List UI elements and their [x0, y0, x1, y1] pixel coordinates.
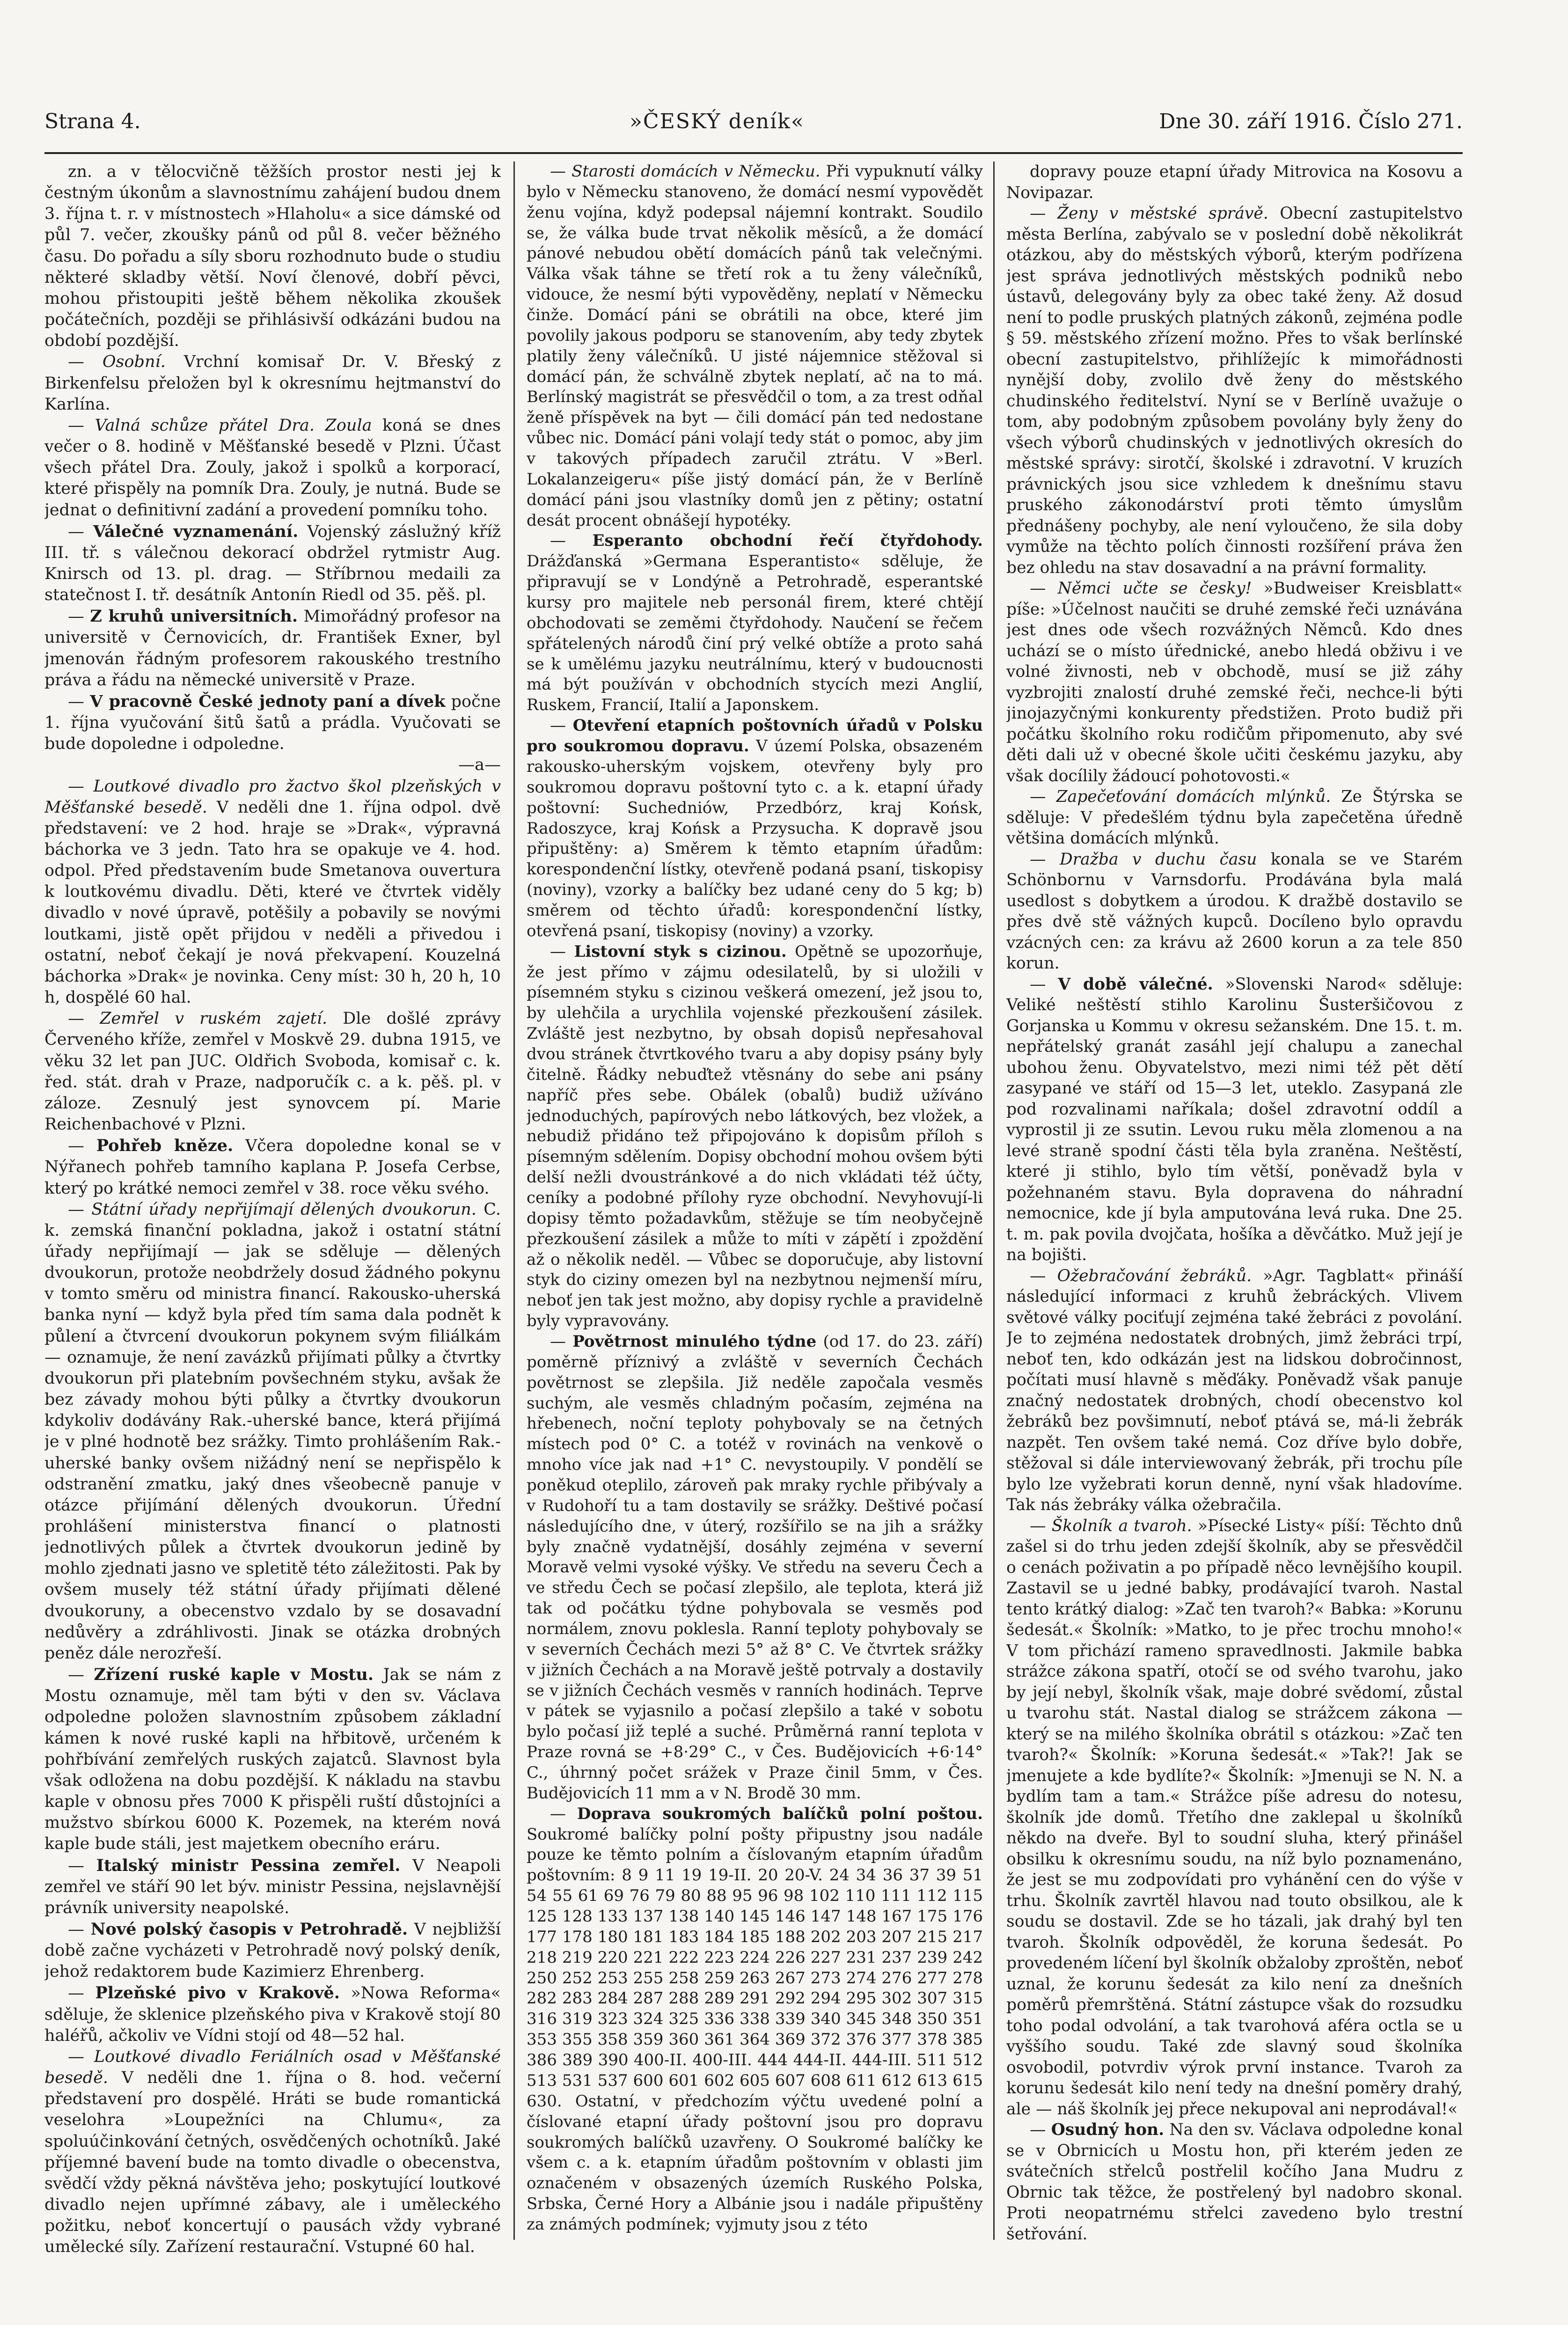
- article-text: V nejbližší době začne vycházeti v Petrohradě nový polský deník, jehož redaktorem bude Kazimierz Ehrenberg.: [44, 1920, 501, 1981]
- article-headline: Státní úřady nepřijímají dělených dvoukorun.: [91, 1200, 476, 1219]
- page-header: [44, 103, 1463, 140]
- article-paragraph: — Dražba v duchu času konala se ve Starém Schönbornu v Varnsdorfu. Prodávána byla malá usedlost s dobytkem a úrodou. K dražbě dostavilo se přes dvě stě vážných kupců. Docíleno bylo opravdu vzácných cen: za krávu až 2600 korun a za tele 850 korun.: [1006, 850, 1463, 973]
- article-paragraph: [1006, 161, 1463, 203]
- article-text: konala se ve Starém Schönbornu v Varnsdorfu. Prodávána byla malá usedlost s dobytkem a úrodou. K dražbě dostavilo se přes dvě stě vážných kupců. Docíleno bylo opravdu vzácných cen: za krávu až 2600 korun a za tele 850 korun.: [1006, 850, 1463, 973]
- article-headline: Starosti domácích v Německu.: [572, 162, 821, 181]
- article-text: Opětně se upozorňuje, že jest přímo v zájmu odesilatelů, by si uložili v písemném styku s cizinou veškerá omezení, jež jsou to, by ulehčila a urychlila vojenské přezkoušení zásilek. Zvláště jest nezbytno, by obsah dopisů nepřesahoval dvou stránek čtvrtkového tvaru a aby dopisy psány byly čitelně. Řádky nebuďtež vtěsnány do sebe ani psány napříč přes sebe. Obálek (obalů) budiž užíváno jednoduchých, papírových nebo látkových, bez vložek, a nebudiž přidáno tež připojováno k dopisům příloh s písemným sdělením. Dopisy obchodní mohou ovšem býti delší nežli dvoustránkové a do nich vkládati též účty, ceníky a podobné přílohy ryze obchodní. Nevyhovují-li dopisy těmto požadavkům, stěžuje se tím neobyčejně přezkoušení zásilek a může to míti v zápětí i zpoždění až o několik neděl. — Vůbec se doporučuje, aby listovní styk do ciziny omezen byl na nezbytnou nejmenší míru, neboť jen tak jest možno, aby dopisy rychle a pravidelně byly vypravovány.: [527, 942, 983, 1331]
- article-headline: Němci učte se česky!: [1057, 579, 1252, 598]
- article-paragraph: — Loutkové divadlo Feriálních osad v Měšťanské besedě. V neděli dne 1. října o 8. hod. večerní představení pro dospělé. Hráti se bude romantická veselohra »Loupežníci na Chlumu«, za spoluúčinkování četných, osvědčených ochotníků. Jaké příjemné bavení bude na tomto divadle o obecenstva, svědčí vždy pěkná návštěva jeho; poskytující loutkové divadlo nejen upřímné zábavy, ale i uměleckého požitku, neboť koncertují o pausách vždy vybrané umělecké síly. Zařízení restaurační. Vstupné 60 hal.: [44, 2047, 501, 2257]
- article-headline: V době válečné.: [1058, 975, 1213, 994]
- article-text: »Nowa Reforma« sděluje, že sklenice plzeňského piva v Krakově stojí 80 haléřů, ačkoliv ve Vídni stojí od 48—52 hal.: [44, 1984, 501, 2045]
- article-paragraph: — Starosti domácích v Německu. Při vypuknutí války bylo v Německu stanoveno, že domácí nesmí vypovědět ženu vojína, když podepsal nájemní kontrakt. Soudilo se, že válka bude trvat několik měsíců, a že domácí pánové nebudou obětí domácích pánů tak velečnými. Válka však táhne se třetí rok a tu ženy válečníků, vidouce, že nesmí býti vypověděny, neplatí v Německu činže. Domácí páni se obrátili na obce, které jim povolily jakous podporu se stanovením, aby tedy zbytek platily ženy válečníků. U jisté nájemnice stěžoval si domácí pán, že schválně zbytek neplatí, ač na to má. Berlínský magistrát se přesvědčil o tom, a za trest odňal ženě příspěvek na byt — čili domácí pán ted nedostane vůbec nic. Domácí páni volají tedy stát o pomoc, aby jim v takových případech zaručil ztrátu. V »Berl. Lokalanzeigeru« píše jistý domácí pán, že v Berlíně domácí páni jsou vlastníky domů jen z pětiny; ostatní desát procent obnášejí hypotéky.: [527, 162, 983, 530]
- paper-title: »ČESKÝ deník«: [630, 110, 805, 133]
- article-paragraph: [44, 161, 501, 352]
- article-headline: Zapečeťování domácích mlýnků.: [1056, 787, 1331, 806]
- article-text: V území Polska, obsazeném rakousko-uherským vojskem, otevřeny byly pro soukromou dopravu poštovní tyto c. a k. etapní úřady poštovní: Suchedniów, Przedbórz, kraj Końsk, Radoszyce, kraj Końsk a Przysucha. K dopravě jsou připuštěny: a) Směrem k těmto etapním úřadům: korespondenční lístky, otevřeně podaná psaní, tiskopisy (noviny), vzorky a balíčky bez udané ceny do 5 kg; b) směrem od těchto úřadů: korespondenční lístky, otevřená psaní, tiskopisy (noviny) a vzorky.: [527, 737, 983, 940]
- article-text: Mimořádný profesor na universitě v Černovicích, dr. František Exner, byl jmenován řádným profesorem rakouského trestního práva a řádu na německé universitě v Praze.: [44, 607, 501, 689]
- article-headline: V pracovně České jednoty paní a dívek: [90, 691, 446, 711]
- article-paragraph: — Zapečeťování domácích mlýnků. Ze Štýrska se sděluje: V předešlém týdnu byla zapečetěna úředně většina domácích mlýnků.: [1006, 787, 1463, 848]
- article-text: Vojenský záslužný kříž III. tř. s válečnou dekorací obdržel rytmistr Aug. Knirsch od 13. pl. drag. — Stříbrnou medaili za statečnost I. tř. desátník Antonín Riedl od 35. pěš. pl.: [44, 522, 501, 605]
- article-paragraph: — Ženy v městské správě. Obecní zastupitelstvo města Berlína, zabývalo se v poslední době několikrát otázkou, aby do městských výborů, kterým podřízena jest správa jednotlivých městských podniků nebo ústavů, delegovány byly za obec také ženy. Až dosud není to podle pruských platných zákonů, zejména podle § 59. městského zřízení možno. Přes to však berlínské obecní zastupitelstvo, přihlížejíc k mimořádnosti nynější doby, zvolilo dvě ženy do městského chudinského ředitelství. Nyní se v Berlíně uvažuje o tom, aby podobným způsobem povolány byly ženy do všech výborů chudinských v jednotlivých okresích do městské správy: sirotčí, školské i zdravotní. V kruzích právnických jsou sice vzhledem k dnešnímu stavu pruského zákonodárství proti těmto úmyslům přednášeny pochyby, ale není vyloučeno, že sila doby vymůže na těchto polích činnosti rozšíření práva žen bez ohledu na stav dosavadní a na právní formality.: [1006, 204, 1463, 577]
- article-paragraph: — Doprava soukromých balíčků polní poštou. Soukromé balíčky polní pošty připustny jsou nadále pouze ke těmto polním a číslovaným etapním úřadům poštovním: 8 9 11 19 19-II. 20 20-V. 24 34 36 37 39 51 54 55 61 69 76 79 80 88 95 96 98 102 110 111 112 115 125 128 133 137 138 140 145 146 147 148 167 175 176 177 178 180 181 183 184 185 188 202 203 207 215 217 218 219 220 221 222 223 224 226 227 231 237 239 242 250 252 253 255 258 259 263 267 273 274 276 277 278 282 283 284 287 288 289 291 292 294 295 302 307 315 316 319 323 324 325 336 338 339 340 345 348 350 351 353 355 358 359 360 361 364 369 372 376 377 378 385 386 389 390 400-II. 400-III. 444 444-II. 444-III. 511 512 513 531 537 600 601 602 605 607 608 611 612 613 615 630. Ostatní, v předchozím výčtu uvedené polní a číslované etapní úřady poštovní jsou pro dopravu soukromých balíčků uzavřeny. O Soukromé balíčky ke všem c. a k. etapním úřadům poštovním v oblasti jim označeném v obsazených územích Ruského Polska, Srbska, Černé Hory a Albánie jsou i nadále připuštěny za známých podmínek; vyjmuty jsou z této: [527, 1804, 983, 2234]
- article-paragraph: — Listovní styk s cizinou. Opětně se upozorňuje, že jest přímo v zájmu odesilatelů, by si uložili v písemném styku s cizinou veškerá omezení, jež jsou to, by ulehčila a urychlila vojenské přezkoušení zásilek. Zvláště jest nezbytno, by obsah dopisů nepřesahoval dvou stránek čtvrtkového tvaru a aby dopisy psány byly čitelně. Řádky nebuďtež vtěsnány do sebe ani psány napříč přes sebe. Obálek (obalů) budiž užíváno jednoduchých, papírových nebo látkových, bez vložek, a nebudiž přidáno tež připojováno k dopisům příloh s písemným sdělením. Dopisy obchodní mohou ovšem býti delší nežli dvoustránkové a do nich vkládati též účty, ceníky a podobné přílohy ryze obchodní. Nevyhovují-li dopisy těmto požadavkům, stěžuje se tím neobyčejně přezkoušení zásilek a může to míti v zápětí i zpoždění až o několik neděl. — Vůbec se doporučuje, aby listovní styk do ciziny omezen byl na nezbytnou nejmenší míru, neboť jen tak jest možno, aby dopisy rychle a pravidelně byly vypravovány.: [527, 942, 983, 1331]
- article-text: Na den sv. Václava odpoledne konal se v Obrnicích u Mostu hon, při kterém jeden ze svátečních střelců postřelil kočího Jana Mudru z Obrnic tak těžce, že postřelený byl nadobro skonal. Proti neopatrnému střelci zavedeno bylo trestní šetřování.: [1006, 2120, 1463, 2244]
- article-paragraph: — Povětrnost minulého týdne (od 17. do 23. září) poměrně příznivý a zvláště v severních Čechách povětrnost se zlepšila. Již neděle započala vesměs suchým, ale vesměs chladným počasím, zejména na hřebenech, noční teploty pohybovaly se na četných místech pod 0° C. a totéž v rovinách na venkově o mnoho více jak nad +1° C. nevystoupily. V pondělí se poněkud oteplilo, zároveň pak mraky rychle přibývaly a v Rudohoří tu a tam dostavily se srážky. Deštivé počasí následujícího dne, v úterý, rozšířilo se na jih a srážky byly značně vydatnější, dosáhly zejména v severní Moravě velmi vysoké výšky. Ve středu na severu Čech a ve středu Čech se počasí zlepšilo, ale teplota, která již tak od počátku týdne pohybovala se vesměs pod normálem, znovu poklesla. Ranní teploty pohybovaly se v severních Čechách mezi 5° až 8° C. Ve čtvrtek srážky v jižních Čechách a na Moravě ještě potrvaly a dostavily se v jižních Čechách vesměs v ranních hodinách. Teprve v pátek se vyjasnilo a počasí zlepšilo a také v sobotu bylo počasí již teplé a suché. Průměrná ranní teplota v Praze rovná se +8·29° C., v Čes. Budějovicích +6·14° C., úhrnný počet srážek v Praze činil 5mm, v Čes. Budějovicích 11 mm a v N. Brodě 30 mm.: [527, 1332, 983, 1803]
- article-headline: Dražba v duchu času: [1059, 850, 1257, 869]
- article-text: Ze Štýrska se sděluje: V předešlém týdnu byla zapečetěna úředně většina domácích mlýnků.: [1006, 787, 1463, 848]
- column-3: [1006, 161, 1463, 2259]
- newspaper-page: [44, 70, 1481, 2270]
- article-text: »Agr. Tagblatt« přináší následující informaci z kruhů žebráckých. Vlivem světové války pociťují zejména také žebráci z povolání. Je to zejména nedostatek drobných, jimž žebráci trpí, neboť ten, kdo odkázán jest na lidskou dobročinnost, počítati musí hlavně s měďáky. Poněvadž však panuje značný nedostatek drobných, chodí obecenstvo kol žebráků bez povšimnutí, neboť ptává se, má-li žebrák nazpět. Ten ovšem také nemá. Coz dříve bylo dobře, stěžoval si dále interviewovaný žebrák, při trochu píle bylo lze vyžebrati korun denně, nyní však hladovíme. Tak nás žebráky válka ožebračila.: [1006, 1266, 1463, 1514]
- article-text: »Budweiser Kreisblatt« píše: »Účelnost naučiti se druhé zemské řeči uznávána jest dnes ode všech rozvážných Němců. Kdo dnes uchází se o místo úřednické, anebo hledá obživu i ve volné živnosti, neb v obchodě, musí se již záhy vyzbrojiti znalostí druhé zemské řeči, nechce-li býti jinojazyčnými konkurenty předstižen. Proto budiž při počátku školního roku rodičům připomenuto, aby své děti dali už v obecné škole učiti českému jazyku, aby však docílily žádoucí pohotovosti.«: [1006, 579, 1463, 785]
- article-columns: [44, 161, 1463, 2259]
- article-headline: Loutkové divadlo Feriálních osad v Měšťanské besedě.: [44, 2047, 501, 2088]
- article-text: Jak se nám z Mostu oznamuje, měl tam býti v den sv. Václava odpoledne položen slavnostním způsobem základní kámen k nové ruské kapli na hřbitově, určeném k pohřbívání zemřelých ruských zajatců. Slavnost byla však odložena na dobu pozdější. K nákladu na stavbu kaple v obnosu přes 7000 K přispěli ruští důstojníci a mužstvo sbírkou 6000 K. Pozemek, na kterém nová kaple bude stáli, jest majetkem obecního eráru.: [44, 1665, 501, 1854]
- article-text: C. k. zemská finanční pokladna, jakož i ostatní státní úřady nepřijímají — jak se sděluje — dělených dvoukorun, protože neobdržely dosud žádného pokynu v tomto směru od ministra financí. Rakousko-uherská banka nyní — když byla před tím sama dala podnět k půlení a čtvrcení dvoukorun pokynem svým filiálkám — oznamuje, že není zavázků přijímati půlky a čtvrtky dvoukorun při platebním povšechném styku, avšak že bez závady mohou býti půlky a čtvrtky dvoukorun kdykoliv dodávány Rak.-uherské bance, která přijímá je v plné hodnotě bez srážky. Timto prohlášením Rak.-uherské banky ovšem nižádný není se nepřispělo k odstranění zmatku, jaký dnes všeobecně panuje v otázce přijímání dělených dvoukorun. Úřední prohlášení ministerstva financí o platnosti jednotlivých půlek a čtvrtek dvoukorun jedině by mohlo zjednati jasno ve spletitě této záležitosti. Pak by ovšem musely též státní úřady přijímati dělené dvoukoruny, a obecenstvo vzdalo by se dosavadní nedůvěry a zdráhlivosti. Jinak se otázka drobných peněz dále nerozřeší.: [44, 1200, 501, 1663]
- article-text: Při vypuknutí války bylo v Německu stanoveno, že domácí nesmí vypovědět ženu vojína, když podepsal nájemní kontrakt. Soudilo se, že válka bude trvat několik měsíců, a že domácí pánové nebudou obětí domácích pánů tak velečnými. Válka však táhne se třetí rok a tu ženy válečníků, vidouce, že nesmí býti vypověděny, neplatí v Německu činže. Domácí páni se obrátili na obce, které jim povolily jakous podporu se stanovením, aby tedy zbytek platily ženy válečníků. U jisté nájemnice stěžoval si domácí pán, že schválně zbytek neplatí, ač na to má. Berlínský magistrát se přesvědčil o tom, a za trest odňal ženě příspěvek na byt — čili domácí pán ted nedostane vůbec nic. Domácí páni volají tedy stát o pomoc, aby jim v takových případech zaručil ztrátu. V »Berl. Lokalanzeigeru« píše jistý domácí pán, že v Berlíně domácí páni jsou vlastníky domů jen z pětiny; ostatní desát procent obnášejí hypotéky.: [527, 162, 983, 530]
- column-1: [44, 161, 501, 2259]
- article-headline: Zřízení ruské kaple v Mostu.: [94, 1665, 374, 1685]
- article-text: V Neapoli zemřel ve stáří 90 let býv. ministr Pessina, nejslavnější právník university neapolské.: [44, 1856, 501, 1917]
- article-paragraph: — V době válečné. »Slovenski Narod« sděluje: Veliké neštěstí stihlo Karolinu Šusteršičovou z Gorjanska u Kommu v okresu sežanském. Dne 15. t. m. nepřátelský granát zasáhl její chalupu a zanechal ubohou ženu. Obyvatelstvo, mezi nimi též pět dětí zasypané ve stáří od 15—3 let, uteklo. Zasypaná zle pod rozvalinami naříkala; došel zdravotní oddíl a vyprostil ji ze ssutin. Levou ruku měla zlomenou a na levé straně spodní části těla byla zraněna. Neštěstí, které ji stihlo, bylo tím větší, poněvadž byla v požehnaném stavu. Byla dopravena do náhradní nemocnice, kde jí byla amputována levá ruka. Dne 25. t. m. pak povila dvojčata, hošíka a děvčátko. Muž její je na bojišti.: [1006, 975, 1463, 1264]
- article-paragraph: — Plzeňské pivo v Krakově. »Nowa Reforma« sděluje, že sklenice plzeňského piva v Krakově stojí 80 haléřů, ačkoliv ve Vídni stojí od 48—52 hal.: [44, 1983, 501, 2045]
- article-headline: Školník a tvaroh.: [1051, 1516, 1192, 1535]
- article-paragraph: — Ožebračování žebráků. »Agr. Tagblatt« přináší následující informaci z kruhů žebráckých. Vlivem světové války pociťují zejména také žebráci z povolání. Je to zejména nedostatek drobných, jimž žebráci trpí, neboť ten, kdo odkázán jest na lidskou dobročinnost, počítati musí hlavně s měďáky. Poněvadž však panuje značný nedostatek drobných, chodí obecenstvo kol žebráků bez povšimnutí, neboť ptává se, má-li žebrák nazpět. Ten ovšem také nemá. Coz dříve bylo dobře, stěžoval si dále interviewovaný žebrák, při trochu píle bylo lze vyžebrati korun denně, nyní však hladovíme. Tak nás žebráky válka ožebračila.: [1006, 1266, 1463, 1514]
- article-headline: Osudný hon.: [1051, 2120, 1165, 2139]
- article-text: »Slovenski Narod« sděluje: Veliké neštěstí stihlo Karolinu Šusteršičovou z Gorjanska u Kommu v okresu sežanském. Dne 15. t. m. nepřátelský granát zasáhl její chalupu a zanechal ubohou ženu. Obyvatelstvo, mezi nimi též pět dětí zasypané ve stáří od 15—3 let, uteklo. Zasypaná zle pod rozvalinami naříkala; došel zdravotní oddíl a vyprostil ji ze ssutin. Levou ruku měla zlomenou a na levé straně spodní části těla byla zraněna. Neštěstí, které ji stihlo, bylo tím větší, poněvadž byla v požehnaném stavu. Byla dopravena do náhradní nemocnice, kde jí byla amputována levá ruka. Dne 25. t. m. pak povila dvojčata, hošíka a děvčátko. Muž její je na bojišti.: [1006, 975, 1463, 1264]
- article-headline: Listovní styk s cizinou.: [574, 942, 787, 961]
- article-headline: Ženy v městské správě.: [1057, 204, 1268, 223]
- article-text: »Písecké Listy« píší: Těchto dnů zašel si do trhu jeden zdejší školník, aby se přesvědčil o cenách poživatin a po případě něco levnějšího koupil. Zastavil se u jedné babky, prodávající tvaroh. Nastal tento krátký dialog: »Zač ten tvaroh?« Babka: »Korunu šedesát.« Školník: »Matko, to je přec trochu mnoho!« V tom přichází rameno spravedlnosti. Jakmile babka strážce zákona spatří, otočí se od svého tvarohu, jako by její nebyl, školník však, maje dobré svědomí, zůstal u tvarohu stát. Nastal dialog se strážcem zákona — který se na milého školníka obrátil s otázkou: »Zač ten tvaroh?« Školník: »Koruna šedesát.« »Tak?! Jak se jmenujete a kde bydlíte?« Školník: »Jmenuji se N. N. a bydlím tam a tam.« Strážce píše adresu do notesu, školník jde domů. Třetího dne zaklepal u školníků někdo na dveře. Byl to soudní sluha, který přinášel obsilku k okresnímu soudu, na níž bylo poznamenáno, že jest se mu zodpovídati pro vyhánění cen do výše v trhu. Školník zavrtěl hlavou nad touto obsilkou, ale k soudu se dostavil. Zde se ho tázali, jak drahý byl ten tvaroh. Školník odpověděl, že koruna šedesát. Po provedeném líčení byl školník obžaloby zproštěn, neboť uznal, že korunu šedesát za kilo není za dnešních poměrů přemrštěná. Státní zástupce však do rozsudku toho podal odvolání, a tak tvarohová aféra octla se u vyššího soudu. Také zde slavný soud školníka osvobodil, potvrdiv výrok první instance. Tvaroh za korunu šedesát kilo není tedy na dnešní poměry drahý, ale — náš školník jej přece nekupoval ani neprodával!«: [1006, 1516, 1463, 2119]
- article-paragraph: — Osobní. Vrchní komisař Dr. V. Břeský z Birkenfelsu přeložen byl k okresnímu hejtmanství do Karlína.: [44, 352, 501, 414]
- article-headline: Esperanto obchodní řečí čtyřdohody.: [592, 531, 983, 550]
- article-text: V neděli dne 1. října o 8. hod. večerní představení pro dospělé. Hráti se bude romantická veselohra »Loupežníci na Chlumu«, za spoluúčinkování četných, osvědčených ochotníků. Jaké příjemné bavení bude na tomto divadle o obecenstva, svědčí vždy pěkná návštěva jeho; poskytující loutkové divadlo nejen upřímné zábavy, ale i uměleckého požitku, neboť koncertují o pausách vždy vybrané umělecké síly. Zařízení restaurační. Vstupné 60 hal.: [44, 2068, 501, 2257]
- article-paragraph: — Osudný hon. Na den sv. Václava odpoledne konal se v Obrnicích u Mostu hon, při kterém jeden ze svátečních střelců postřelil kočího Jana Mudru z Obrnic tak těžce, že postřelený byl nadobro skonal. Proti neopatrnému střelci zavedeno bylo trestní šetřování.: [1006, 2120, 1463, 2244]
- article-text: Soukromé balíčky polní pošty připustny jsou nadále pouze ke těmto polním a číslovaným etapním úřadům poštovním: 8 9 11 19 19-II. 20 20-V. 24 34 36 37 39 51 54 55 61 69 76 79 80 88 95 96 98 102 110 111 112 115 125 128 133 137 138 140 145 146 147 148 167 175 176 177 178 180 181 183 184 185 188 202 203 207 215 217 218 219 220 221 222 223 224 226 227 231 237 239 242 250 252 253 255 258 259 263 267 273 274 276 277 278 282 283 284 287 288 289 291 292 294 295 302 307 315 316 319 323 324 325 336 338 339 340 345 348 350 351 353 355 358 359 360 361 364 369 372 376 377 378 385 386 389 390 400-II. 400-III. 444 444-II. 444-III. 511 512 513 531 537 600 601 602 605 607 608 611 612 613 615 630. Ostatní, v předchozím výčtu uvedené polní a číslované etapní úřady poštovní jsou pro dopravu soukromých balíčků uzavřeny. O Soukromé balíčky ke všem c. a k. etapním úřadům poštovním v oblasti jim označeném v obsazených územích Ruského Polska, Srbska, Černé Hory a Albánie jsou i nadále připuštěny za známých podmínek; vyjmuty jsou z této: [527, 1825, 983, 2234]
- article-text: Drážďanská »Germana Esperantisto« sděluje, že připravují se v Londýně a Petrohradě, esperantské kursy pro majitele neb personál firem, které chtějí obchodovati se zeměmi čtyřdohody. Naučení se řečem spřátelených národů činí prý velké obtíže a proto sahá se k umělému jazyku neutrálnímu, který v budoucnosti má být používán v obchodních stycích mezi Anglií, Ruskem, Francií, Italií a Japonskem.: [527, 552, 983, 715]
- article-paragraph: — Italský ministr Pessina zemřel. V Neapoli zemřel ve stáří 90 let býv. ministr Pessina, nejslavnější právník university neapolské.: [44, 1856, 501, 1917]
- author-signature: —a—: [458, 755, 501, 775]
- article-paragraph: — Valná schůze přátel Dra. Zoula koná se dnes večer o 8. hodině v Měšťanské besedě v Plzni. Účast všech přátel Dra. Zouly, jakož i spolků a korporací, které přispěly na pomník Dra. Zouly, je nutná. Bude se jednat o definitivní zadání a provedení pomníku toho.: [44, 416, 501, 520]
- article-headline: Zemřel v ruském zajetí.: [100, 1009, 328, 1028]
- article-headline: Válečné vyznamenání.: [93, 521, 299, 541]
- article-paragraph: — Němci učte se česky! »Budweiser Kreisblatt« píše: »Účelnost naučiti se druhé zemské řeči uznávána jest dnes ode všech rozvážných Němců. Kdo dnes uchází se o místo úřednické, anebo hledá obživu i ve volné živnosti, neb v obchodě, musí se již záhy vyzbrojiti znalostí druhé zemské řeči, nechce-li býti jinojazyčnými konkurenty předstižen. Proto budiž při počátku školního roku rodičům připomenuto, aby své děti dali už v obecné škole učiti českému jazyku, aby však docílily žádoucí pohotovosti.«: [1006, 579, 1463, 785]
- article-headline: Italský ministr Pessina zemřel.: [96, 1856, 401, 1875]
- article-headline: Doprava soukromých balíčků polní poštou.: [577, 1804, 983, 1823]
- article-text: počne 1. října vyučování šitů šatů a prádla. Vyučovati se bude dopoledne i odpoledne.: [44, 692, 501, 754]
- article-paragraph: — V pracovně České jednoty paní a dívek počne 1. října vyučování šitů šatů a prádla. Vyučovati se bude dopoledne i odpoledne.: [44, 691, 501, 754]
- article-headline: Pohřeb kněze.: [96, 1136, 234, 1156]
- article-paragraph: — Pohřeb kněze. Včera dopoledne konal se v Nýřanech pohřeb tamního kaplana P. Josefa Cerbse, který po krátké nemoci zemřel v 38. roce věku svého.: [44, 1136, 501, 1198]
- article-text: koná se dnes večer o 8. hodině v Měšťanské besedě v Plzni. Účast všech přátel Dra. Zouly, jakož i spolků a korporací, které přispěly na pomník Dra. Zouly, je nutná. Bude se jednat o definitivní zadání a provedení pomníku toho.: [44, 416, 501, 520]
- article-headline: Ožebračování žebráků.: [1057, 1266, 1252, 1285]
- article-paragraph: — Loutkové divadlo pro žactvo škol plzeňských v Měšťanské besedě. V neděli dne 1. října odpol. dvě představení: ve 2 hod. hraje se »Drak«, výpravná báchorka ve 3 jedn. Tato hra se opakuje ve 4. hod. odpol. Před představením bude Smetanova ouvertura k loutkovému divadlu. Děti, které ve čtvrtek viděly divadlo v nové úpravě, potěšily a pobavily se novými loutkami, jistě opět přijdou v neděli a přivedou i ostatní, neboť čekají je nová překvapení. Kouzelná báchorka »Drak« je novinka. Ceny míst: 30 h, 20 h, 10 h, dospělé 60 hal.: [44, 777, 501, 1007]
- article-text: Dle došlé zprávy Červeného kříže, zemřel v Moskvě 29. dubna 1915, ve věku 32 let pan JUC. Oldřich Svoboda, komisař c. k. řed. stát. drah v Praze, nadporučík c. a k. pěš. pl. v záloze. Zesnulý jest synovcem pí. Marie Reichenbachové v Plzni.: [44, 1009, 501, 1134]
- column-2: [527, 161, 983, 2259]
- article-headline: Osobní.: [102, 352, 166, 372]
- article-paragraph: — Nové polský časopis v Petrohradě. V nejbližší době začne vycházeti v Petrohradě nový polský deník, jehož redaktorem bude Kazimierz Ehrenberg.: [44, 1919, 501, 1981]
- article-text: zn. a v tělocvičně těžších prostor nesti jej k čestným úkonům a slavnostnímu zahájení budou dnem 3. října t. r. v místnostech »Hlaholu« a sice dámské od půl 7. večer, zkoušky pánů od půl 8. večer běžného času. Do pořadu a síly sboru rozhodnuto bude o studiu některé skladby větší. Noví členové, dobří pěvci, mohou přistoupiti ještě během několika zkoušek počátečních, později se přihlásivší odkázáni budou na období pozdější.: [44, 162, 501, 351]
- article-text: V neděli dne 1. října odpol. dvě představení: ve 2 hod. hraje se »Drak«, výpravná báchorka ve 3 jedn. Tato hra se opakuje ve 4. hod. odpol. Před představením bude Smetanova ouvertura k loutkovému divadlu. Děti, které ve čtvrtek viděly divadlo v nové úpravě, potěšily a pobavily se novými loutkami, jistě opět přijdou v neděli a přivedou i ostatní, neboť čekají je nová překvapení. Kouzelná báchorka »Drak« je novinka. Ceny míst: 30 h, 20 h, 10 h, dospělé 60 hal.: [44, 798, 501, 1007]
- article-headline: Otevření etapních poštovních úřadů v Polsku pro soukromou dopravu.: [527, 716, 983, 756]
- article-headline: Valná schůze přátel Dra. Zoula: [95, 416, 372, 435]
- article-paragraph: — Esperanto obchodní řečí čtyřdohody. Drážďanská »Germana Esperantisto« sděluje, že připravují se v Londýně a Petrohradě, esperantské kursy pro majitele neb personál firem, které chtějí obchodovati se zeměmi čtyřdohody. Naučení se řečem spřátelených národů činí prý velké obtíže a proto sahá se k umělému jazyku neutrálnímu, který v budoucnosti má být používán v obchodních stycích mezi Anglií, Ruskem, Francií, Italií a Japonskem.: [527, 531, 983, 715]
- article-paragraph: — Válečné vyznamenání. Vojenský záslužný kříž III. tř. s válečnou dekorací obdržel rytmistr Aug. Knirsch od 13. pl. drag. — Stříbrnou medaili za statečnost I. tř. desátník Antonín Riedl od 35. pěš. pl.: [44, 521, 501, 605]
- article-paragraph: — Školník a tvaroh. »Písecké Listy« píší: Těchto dnů zašel si do trhu jeden zdejší školník, aby se přesvědčil o cenách poživatin a po případě něco levnějšího koupil. Zastavil se u jedné babky, prodávající tvaroh. Nastal tento krátký dialog: »Zač ten tvaroh?« Babka: »Korunu šedesát.« Školník: »Matko, to je přec trochu mnoho!« V tom přichází rameno spravedlnosti. Jakmile babka strážce zákona spatří, otočí se od svého tvarohu, jako by její nebyl, školník však, maje dobré svědomí, zůstal u tvarohu stát. Nastal dialog se strážcem zákona — který se na milého školníka obrátil s otázkou: »Zač ten tvaroh?« Školník: »Koruna šedesát.« »Tak?! Jak se jmenujete a kde bydlíte?« Školník: »Jmenuji se N. N. a bydlím tam a tam.« Strážce píše adresu do notesu, školník jde domů. Třetího dne zaklepal u školníků někdo na dveře. Byl to soudní sluha, který přinášel obsilku k okresnímu soudu, na níž bylo poznamenáno, že jest se mu zodpovídati pro vyhánění cen do výše v trhu. Školník zavrtěl hlavou nad touto obsilkou, ale k soudu se dostavil. Zde se ho tázali, jak drahý byl ten tvaroh. Školník odpověděl, že koruna šedesát. Po provedeném líčení byl školník obžaloby zproštěn, neboť uznal, že korunu šedesát za kilo není za dnešních poměrů přemrštěná. Státní zástupce však do rozsudku toho podal odvolání, a tak tvarohová aféra octla se u vyššího soudu. Také zde slavný soud školníka osvobodil, potvrdiv výrok první instance. Tvaroh za korunu šedesát kilo není tedy na dnešní poměry drahý, ale — náš školník jej přece nekupoval ani neprodával!«: [1006, 1516, 1463, 2119]
- issue-date: Dne 30. září 1916. Číslo 271.: [1159, 110, 1463, 133]
- article-headline: Povětrnost minulého týdne: [572, 1332, 817, 1351]
- page-number: Strana 4.: [44, 110, 141, 133]
- article-text: Včera dopoledne konal se v Nýřanech pohřeb tamního kaplana P. Josefa Cerbse, který po krátké nemoci zemřel v 38. roce věku svého.: [44, 1137, 501, 1198]
- article-headline: Nové polský časopis v Petrohradě.: [90, 1919, 408, 1939]
- article-text: Vrchní komisař Dr. V. Břeský z Birkenfelsu přeložen byl k okresnímu hejtmanství do Karlína.: [44, 352, 501, 414]
- article-text: (od 17. do 23. září) poměrně příznivý a zvláště v severních Čechách povětrnost se zlepšila. Již neděle započala vesměs suchým, ale vesměs chladným počasím, zejména na hřebenech, noční teploty pohybovaly se na četných místech pod 0° C. a totéž v rovinách na venkově o mnoho více jak nad +1° C. nevystoupily. V pondělí se poněkud oteplilo, zároveň pak mraky rychle přibývaly a v Rudohoří tu a tam dostavily se srážky. Deštivé počasí následujícího dne, v úterý, rozšířilo se na jih a srážky byly značně vydatnější, dosáhly zejména v severní Moravě velmi vysoké výšky. Ve středu na severu Čech a ve středu Čech se počasí zlepšilo, ale teplota, která již tak od počátku týdne pohybovala se vesměs pod normálem, znovu poklesla. Ranní teploty pohybovaly se v severních Čechách mezi 5° až 8° C. Ve čtvrtek srážky v jižních Čechách a na Moravě ještě potrvaly a dostavily se v jižních Čechách vesměs v ranních hodinách. Teprve v pátek se vyjasnilo a počasí zlepšilo a také v sobotu bylo počasí již teplé a suché. Průměrná ranní teplota v Praze rovná se +8·29° C., v Čes. Budějovicích +6·14° C., úhrnný počet srážek v Praze činil 5mm, v Čes. Budějovicích 11 mm a v N. Brodě 30 mm.: [527, 1332, 983, 1803]
- article-headline: Loutkové divadlo pro žactvo škol plzeňských v Měšťanské besedě.: [44, 777, 501, 817]
- article-paragraph: — Z kruhů universitních. Mimořádný profesor na universitě v Černovicích, dr. František Exner, byl jmenován řádným profesorem rakouského trestního práva a řádu na německé universitě v Praze.: [44, 607, 501, 689]
- article-text: dopravy pouze etapní úřady Mitrovica na Kosovu a Novipazar.: [1006, 162, 1463, 202]
- article-paragraph: — Zemřel v ruském zajetí. Dle došlé zprávy Červeného kříže, zemřel v Moskvě 29. dubna 1915, ve věku 32 let pan JUC. Oldřich Svoboda, komisař c. k. řed. stát. drah v Praze, nadporučík c. a k. pěš. pl. v záloze. Zesnulý jest synovcem pí. Marie Reichenbachové v Plzni.: [44, 1009, 501, 1134]
- article-headline: Plzeňské pivo v Krakově.: [95, 1983, 340, 2003]
- article-paragraph: — Zřízení ruské kaple v Mostu. Jak se nám z Mostu oznamuje, měl tam býti v den sv. Václava odpoledne položen slavnostním způsobem základní kámen k nové ruské kapli na hřbitově, určeném k pohřbívání zemřelých ruských zajatců. Slavnost byla však odložena na dobu pozdější. K nákladu na stavbu kaple v obnosu přes 7000 K přispěli ruští důstojníci a mužstvo sbírkou 6000 K. Pozemek, na kterém nová kaple bude stáli, jest majetkem obecního eráru.: [44, 1665, 501, 1854]
- header-rule: [44, 152, 1463, 154]
- article-headline: Z kruhů universitních.: [90, 607, 298, 626]
- article-paragraph: — Státní úřady nepřijímají dělených dvoukorun. C. k. zemská finanční pokladna, jakož i ostatní státní úřady nepřijímají — jak se sděluje — dělených dvoukorun, protože neobdržely dosud žádného pokynu v tomto směru od ministra financí. Rakousko-uherská banka nyní — když byla před tím sama dala podnět k půlení a čtvrcení dvoukorun pokynem svým filiálkám — oznamuje, že není zavázků přijímati půlky a čtvrtky dvoukorun při platebním povšechném styku, avšak že bez závady mohou býti půlky a čtvrtky dvoukorun kdykoliv dodávány Rak.-uherské bance, která přijímá je v plné hodnotě bez srážky. Timto prohlášením Rak.-uherské banky ovšem nižádný není se nepřispělo k odstranění zmatku, jaký dnes všeobecně panuje v otázce přijímání dělených dvoukorun. Úřední prohlášení ministerstva financí o platnosti jednotlivých půlek a čtvrtek dvoukorun jedině by mohlo zjednati jasno ve spletitě této záležitosti. Pak by ovšem musely též státní úřady přijímati dělené dvoukoruny, a obecenstvo vzdalo by se dosavadní nedůvěry a zdráhlivosti. Jinak se otázka drobných peněz dále nerozřeší.: [44, 1200, 501, 1663]
- article-paragraph: — Otevření etapních poštovních úřadů v Polsku pro soukromou dopravu. V území Polska, obsazeném rakousko-uherským vojskem, otevřeny byly pro soukromou dopravu poštovní tyto c. a k. etapní úřady poštovní: Suchedniów, Przedbórz, kraj Końsk, Radoszyce, kraj Końsk a Przysucha. K dopravě jsou připuštěny: a) Směrem k těmto etapním úřadům: korespondenční lístky, otevřeně podaná psaní, tiskopisy (noviny), vzorky a balíčky bez udané ceny do 5 kg; b) směrem od těchto úřadů: korespondenční lístky, otevřená psaní, tiskopisy (noviny) a vzorky.: [527, 716, 983, 940]
- article-text: Obecní zastupitelstvo města Berlína, zabývalo se v poslední době několikrát otázkou, aby do městských výborů, kterým podřízena jest správa jednotlivých městských podniků nebo ústavů, delegovány byly za obec také ženy. Až dosud není to podle pruských platných zákonů, zejména podle § 59. městského zřízení možno. Přes to však berlínské obecní zastupitelstvo, přihlížejíc k mimořádnosti nynější doby, zvolilo dvě ženy do městského chudinského ředitelství. Nyní se v Berlíně uvažuje o tom, aby podobným způsobem povolány byly ženy do všech výborů chudinských v jednotlivých okresích do městské správy: sirotčí, školské i zdravotní. V kruzích právnických jsou sice vzhledem k dnešnímu stavu pruského zákonodárství proti těmto úmyslům přednášeny pochyby, ale není vyloučeno, že sila doby vymůže na těchto polích činnosti rozšíření práva žen bez ohledu na stav dosavadní a na právní formality.: [1006, 204, 1463, 577]
